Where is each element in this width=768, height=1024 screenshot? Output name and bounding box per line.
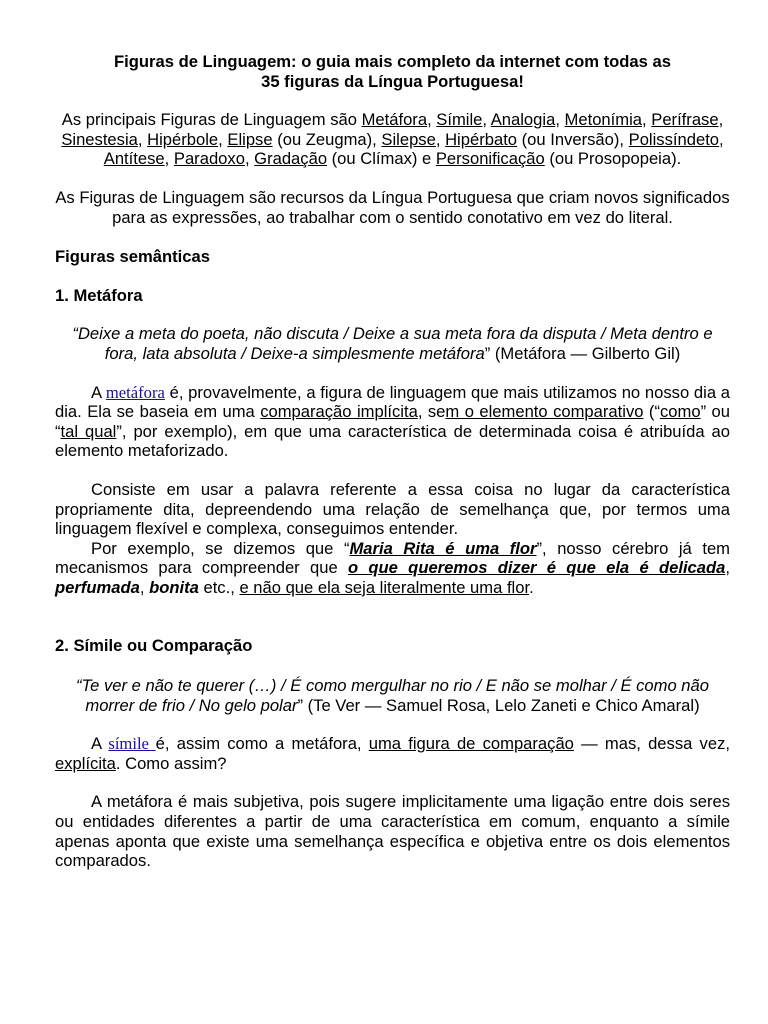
section-heading-semanticas: Figuras semânticas — [55, 247, 210, 267]
link-gradacao[interactable]: Gradação — [254, 149, 328, 169]
simile-paragraph-2: A metáfora é mais subjetiva, pois sugere implicitamente uma ligação entre dois seres ou entidades diferentes a partir de uma característica em comum, enquanto a símile apenas aponta que existe uma semelhança específica e objetiva entre os dois elementos comparados. — [55, 792, 730, 871]
link-perifrase[interactable]: Perífrase — [651, 110, 719, 130]
link-polissindeto[interactable]: Polissíndeto — [628, 129, 720, 149]
link-analogia[interactable]: Analogia — [490, 110, 556, 130]
title-line-1: Figuras de Linguagem: o guia mais completo da internet com todas as — [114, 52, 671, 71]
quote-text: “Deixe a meta do poeta, não discuta / Deixe a sua meta fora da disputa / Meta dentro e fora, lata absoluta / Deixe-a simplesmente metáfora — [72, 324, 713, 363]
link-silepse[interactable]: Silepse — [381, 129, 436, 149]
simile-link[interactable]: símile — [108, 734, 156, 754]
example-phrase: Maria Rita é uma flor — [349, 538, 537, 558]
link-sinestesia[interactable]: Sinestesia — [61, 129, 138, 149]
link-elipse[interactable]: Elipse — [227, 129, 273, 149]
heading-metafora: 1. Metáfora — [55, 285, 143, 305]
quote-source: ” (Te Ver — Samuel Rosa, Lelo Zaneti e Chico Amaral) — [297, 695, 700, 715]
metafora-paragraph-3: Por exemplo, se dizemos que “Maria Rita é uma flor”, nosso cérebro já tem mecanismos para compreender que o que queremos dizer é que ela é delicada, perfumada, bonita etc., e não que ela seja literalmente uma flor. — [55, 538, 730, 597]
definition-paragraph: As Figuras de Linguagem são recursos da Língua Portuguesa que criam novos significados para as expressões, ao trabalhar com o sentido conotativo em vez do literal. — [55, 187, 730, 227]
quote-source: ” (Metáfora — Gilberto Gil) — [484, 343, 681, 363]
link-hiperbole[interactable]: Hipérbole — [147, 129, 219, 149]
link-antitese[interactable]: Antítese — [103, 149, 165, 169]
link-simile[interactable]: Símile — [436, 110, 483, 130]
link-metafora[interactable]: Metáfora — [361, 110, 428, 130]
heading-simile: 2. Símile ou Comparação — [55, 636, 253, 656]
link-hiperbato[interactable]: Hipérbato — [445, 129, 518, 149]
quote-metafora — [55, 324, 730, 363]
metafora-paragraph-1: A metáfora é, provavelmente, a figura de linguagem que mais utilizamos no nosso dia a dia. Ela se baseia em uma comparação implícita, sem o elemento comparativo (“como” ou “tal qual”, por exemplo), em que uma característica de determinada coisa é atribuída ao elemento metaforizado. — [55, 382, 731, 461]
link-personificacao[interactable]: Personificação — [435, 149, 545, 169]
title-line-2: 35 figuras da Língua Portuguesa! — [261, 71, 524, 91]
quote-simile — [55, 676, 730, 715]
metafora-paragraph-2: Consiste em usar a palavra referente a essa coisa no lugar da característica propriamente dita, depreendendo uma relação de semelhança que, por termos uma linguagem flexível e complexa, conseguimos entender. — [55, 479, 730, 539]
metafora-link[interactable]: metáfora — [105, 382, 165, 402]
link-paradoxo[interactable]: Paradoxo — [173, 149, 245, 169]
intro-paragraph: As principais Figuras de Linguagem são Metáfora, Símile, Analogia, Metonímia, Perífrase, Sinestesia, Hipérbole, Elipse (ou Zeugma), Silepse, Hipérbato (ou Inversão), Polissíndeto, Antítese, Paradoxo, Gradação (ou Clímax) e Personificação (ou Prosopopeia). — [61, 110, 724, 169]
quote-text: “Te ver e não te querer (…) / É como mergulhar no rio / E não se molhar / É como não morrer de frio / No gelo polar — [75, 676, 709, 715]
simile-paragraph-1: A símile é, assim como a metáfora, uma figura de comparação — mas, dessa vez, explícita. Como assim? — [55, 734, 730, 773]
link-metonimia[interactable]: Metonímia — [564, 110, 643, 130]
document-title — [55, 0, 730, 91]
